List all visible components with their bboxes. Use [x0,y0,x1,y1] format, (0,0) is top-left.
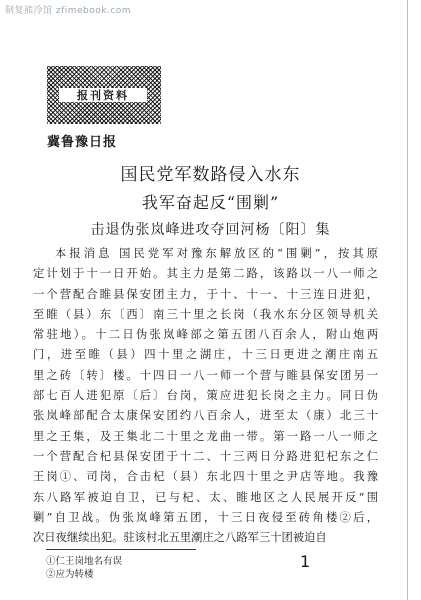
body-line: 次日夜继续出犯。驻该村北五里潮庄之八路军三十团被迫自 [33,531,327,545]
body-line: 定计划于十一日开始。其主力是第二路，该路以一八一师之 [33,267,378,281]
body-line: 张岚峰部配合太康保安团约八百余人，进至太（康）北三十 [33,409,378,423]
body-line: 一个营配合睢县保安团主力，于十、十一、十三连日进犯， [33,287,378,301]
body-line: 东八路军被迫自卫，已与杞、太、睢地区之人民展开反“围 [33,490,378,504]
body-line: 剿”自卫战。伪张岚峰第五团，十三日夜侵至砖角楼②后， [33,510,378,524]
headline-line-1: 国民党军数路侵入水东 [120,165,301,185]
masthead-box [47,66,161,124]
body-line: 门，进至睢（县）四十里之湖庄，十三日更进之潮庄南五 [33,348,378,362]
body-line: 王岗①、司岗，合击杞（县）东北四十里之尹店等地。我豫 [33,470,378,484]
masthead-title: 报刊资料 [77,89,129,102]
body-line: 本报消息 国民党军对豫东解放区的“围剿”，按其原 [55,247,378,260]
source-newspaper: 冀鲁豫日报 [47,135,118,150]
footnote-1: ①仁王岗地名有误 [46,556,123,567]
body-line: 部七百人进犯原〔后〕台岗，策应进犯长岗之主力。同日伪 [33,389,378,403]
page-number: 1 [300,552,311,571]
body-line: 里之王集，及王集北二十里之龙曲一带。第一路一八一师之 [33,429,378,443]
footnote-2: ②应为转楼 [46,569,94,580]
article-body [33,244,378,548]
body-line: 里之砖〔转〕楼。十四日一八一师一个营与睢县保安团另一 [33,368,378,382]
body-line: 至睢（县）东〔西〕南三十里之长岗（我水东分区领导机关 [33,307,378,321]
headline-line-3: 击退伪张岚峰进攻夺回河杨〔阳〕集 [90,222,331,238]
page-edge-rule [407,0,408,600]
watermark: 制复熊冷馆 zfimebook.com [5,6,132,16]
body-line: 一个营配合杞县保安团于十二、十三两日分路进犯杞东之仁 [33,449,378,463]
masthead-label [59,88,147,102]
footnote-rule [46,549,196,550]
body-line: 常驻地）。十二日伪张岚峰部之第五团八百余人，附山炮两 [33,328,378,342]
headline-line-2: 我军奋起反“围剿” [141,193,280,212]
